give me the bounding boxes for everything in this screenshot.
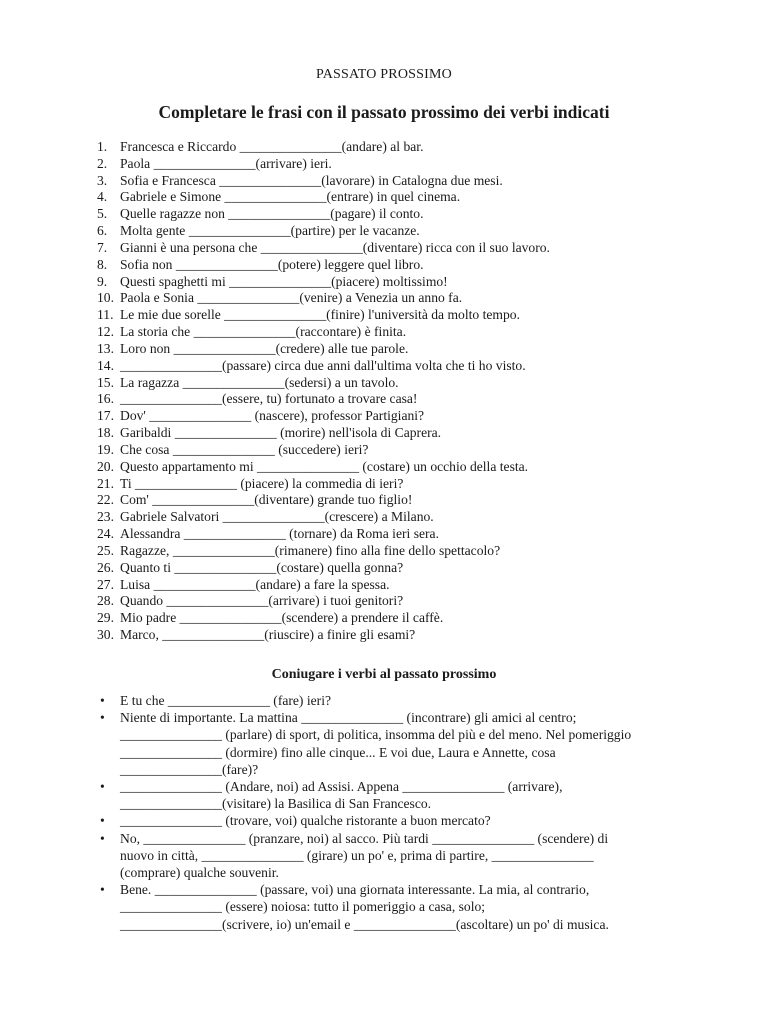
item-sentence: Paola _______________(arrivare) ieri.: [120, 155, 332, 171]
item-number: 4.: [97, 189, 108, 205]
item-sentence: Quando _______________(arrivare) i tuoi genitori?: [120, 593, 404, 609]
item-text-line: _______________ (dormire) fino alle cinque... E voi due, Laura e Annette, cosa: [120, 744, 556, 760]
item-number: 13.: [97, 340, 114, 356]
item-text-line: (comprare) qualche souvenir.: [120, 865, 279, 881]
item-sentence: La ragazza _______________(sedersi) a un tavolo.: [120, 374, 399, 390]
item-sentence: Paola e Sonia _______________(venire) a Venezia un anno fa.: [120, 290, 463, 306]
bullet-icon: •: [100, 882, 105, 898]
item-number: 24.: [97, 526, 114, 542]
item-text-line: _______________(scrivere, io) un'email e _______________(ascoltare) un po' di musica.: [120, 916, 609, 932]
bullet-icon: •: [100, 813, 105, 829]
item-number: 16.: [97, 391, 114, 407]
item-sentence: Questi spaghetti mi _______________(piacere) moltissimo!: [120, 273, 448, 289]
item-number: 7.: [97, 239, 108, 255]
item-sentence: Ti _______________ (piacere) la commedia di ieri?: [120, 475, 404, 491]
item-text-line: nuovo in città, _______________ (girare) un po' e, prima di partire, _______________: [120, 847, 594, 863]
item-number: 9.: [97, 273, 108, 289]
item-number: 28.: [97, 593, 114, 609]
item-number: 12.: [97, 324, 114, 340]
bullet-icon: •: [100, 830, 105, 846]
item-sentence: Alessandra _______________ (tornare) da Roma ieri sera.: [120, 526, 439, 542]
item-text-line: No, _______________ (pranzare, noi) al sacco. Più tardi _______________ (scendere) di: [120, 830, 609, 846]
item-sentence: Che cosa _______________ (succedere) ieri?: [120, 441, 369, 457]
item-sentence: Ragazze, _______________(rimanere) fino alla fine dello spettacolo?: [120, 542, 501, 558]
item-sentence: Mio padre _______________(scendere) a prendere il caffè.: [120, 610, 444, 626]
item-sentence: Quanto ti _______________(costare) quella gonna?: [120, 559, 404, 575]
item-number: 25.: [97, 542, 114, 558]
item-number: 10.: [97, 290, 114, 306]
item-sentence: La storia che _______________(raccontare) è finita.: [120, 324, 407, 340]
exercise2-item: [0, 692, 631, 709]
item-sentence: _______________(essere, tu) fortunato a trovare casa!: [120, 391, 418, 407]
item-number: 18.: [97, 425, 114, 441]
exercise2-item: [0, 778, 631, 812]
exercise2-instructions: Coniugare i verbi al passato prossimo: [271, 667, 497, 682]
item-text-line: _______________(visitare) la Basilica di San Francesco.: [120, 796, 432, 812]
item-number: 5.: [97, 206, 108, 222]
item-text-line: _______________ (trovare, voi) qualche ristorante a buon mercato?: [120, 813, 491, 829]
item-text-line: Niente di importante. La mattina _______________ (incontrare) gli amici al centro;: [120, 710, 577, 726]
page-title: PASSATO PROSSIMO: [316, 67, 452, 82]
item-number: 21.: [97, 475, 114, 491]
item-sentence: Molta gente _______________(partire) per le vacanze.: [120, 223, 420, 239]
item-sentence: Luisa _______________(andare) a fare la spessa.: [120, 576, 390, 592]
item-number: 8.: [97, 256, 108, 272]
item-sentence: Loro non _______________(credere) alle tue parole.: [120, 340, 409, 356]
item-sentence: Questo appartamento mi _______________ (costare) un occhio della testa.: [120, 458, 529, 474]
item-text-line: _______________ (Andare, noi) ad Assisi. Appena _______________ (arrivare),: [120, 779, 563, 795]
item-number: 20.: [97, 458, 114, 474]
item-text-line: Bene. _______________ (passare, voi) una giornata interessante. La mia, al contrario,: [120, 882, 590, 898]
item-sentence: Gabriele e Simone _______________(entrare) in quel cinema.: [120, 189, 461, 205]
item-sentence: Gianni è una persona che _______________(diventare) ricca con il suo lavoro.: [120, 239, 550, 255]
exercise2-list: [0, 692, 631, 933]
item-number: 2.: [97, 155, 108, 171]
item-sentence: Dov' _______________ (nascere), professor Partigiani?: [120, 408, 425, 424]
bullet-icon: •: [100, 779, 105, 795]
item-number: 26.: [97, 559, 114, 575]
item-number: 23.: [97, 509, 114, 525]
item-text-line: _______________ (parlare) di sport, di politica, insomma del più e del meno. Nel pomeriggio: [120, 727, 632, 743]
item-sentence: Quelle ragazze non _______________(pagare) il conto.: [120, 206, 424, 222]
bullet-icon: •: [100, 710, 105, 726]
item-number: 27.: [97, 576, 114, 592]
item-number: 22.: [97, 492, 114, 508]
exercise2-item: [0, 812, 631, 829]
exercise2-item: [0, 881, 631, 933]
bullet-icon: •: [100, 693, 105, 708]
exercise1-instructions: Completare le frasi con il passato prossimo dei verbi indicati: [158, 102, 610, 122]
item-sentence: Com' _______________(diventare) grande tuo figlio!: [120, 492, 413, 508]
item-number: 1.: [97, 139, 108, 154]
exercise2-item: [0, 830, 631, 882]
item-number: 11.: [97, 307, 114, 323]
item-number: 30.: [97, 627, 114, 643]
item-number: 15.: [97, 374, 114, 390]
item-sentence: Le mie due sorelle _______________(finire) l'università da molto tempo.: [120, 307, 520, 323]
item-number: 3.: [97, 172, 108, 188]
item-number: 19.: [97, 441, 114, 457]
item-text-line: _______________ (essere) noiosa: tutto il pomeriggio a casa, solo;: [120, 899, 486, 915]
item-sentence: Gabriele Salvatori _______________(crescere) a Milano.: [120, 509, 434, 525]
item-number: 17.: [97, 408, 114, 424]
item-sentence: Francesca e Riccardo _______________(andare) al bar.: [120, 139, 424, 154]
item-sentence: Garibaldi _______________ (morire) nell'isola di Caprera.: [120, 425, 442, 441]
item-number: 29.: [97, 610, 114, 626]
item-number: 6.: [97, 223, 108, 239]
exercise2-item: [0, 709, 631, 778]
item-text-line: _______________(fare)?: [120, 761, 259, 777]
item-sentence: _______________(passare) circa due anni dall'ultima volta che ti ho visto.: [120, 357, 526, 373]
item-sentence: Sofia e Francesca _______________(lavorare) in Catalogna due mesi.: [120, 172, 503, 188]
item-sentence: Sofia non _______________(potere) leggere quel libro.: [120, 256, 424, 272]
item-number: 14.: [97, 357, 114, 373]
item-sentence: Marco, _______________(riuscire) a finire gli esami?: [120, 627, 416, 643]
item-text-line: E tu che _______________ (fare) ieri?: [120, 693, 332, 708]
